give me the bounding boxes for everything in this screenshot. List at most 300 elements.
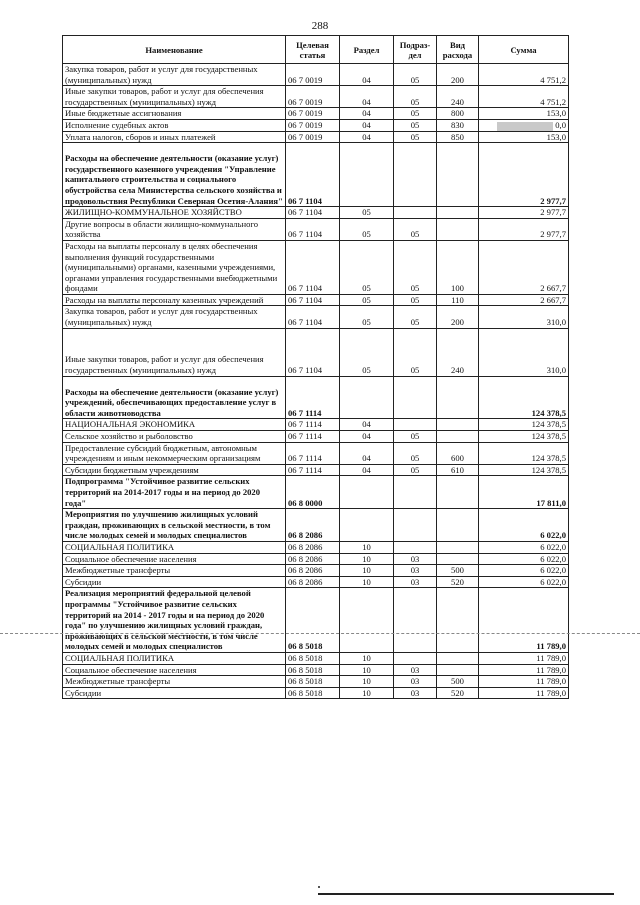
cell-section-text: 04	[362, 74, 371, 85]
table-row	[63, 576, 569, 588]
cell-sum-text: 124 378,5	[531, 407, 566, 418]
cell-name-text: СОЦИАЛЬНАЯ ПОЛИТИКА	[65, 652, 175, 663]
cell-section-text: 05	[362, 365, 371, 376]
cell-subsection-text: 03	[410, 664, 420, 675]
cell-name-text: Реализация мероприятий федеральной целевой программы "Устойчивое развитие сельских территорий на 2014 - 2017 годы и на период до 2020 года" по улучшению жилищных условий граждан, проживающих в сельской местности, в том числе молодых семей и молодых специалистов	[65, 588, 265, 652]
cell-expense-type	[437, 541, 479, 553]
cell-article	[286, 588, 340, 653]
cell-section-text: 10	[362, 687, 371, 698]
cell-section	[340, 442, 394, 464]
cell-article	[286, 306, 340, 328]
table-row	[63, 464, 569, 476]
cell-sum	[479, 509, 569, 542]
cell-article-text: 06 8 5018	[288, 664, 323, 675]
cell-section-text: 05	[362, 317, 371, 328]
cell-name-text: Закупка товаров, работ и услуг для государственных (муниципальных) нужд	[65, 64, 258, 85]
cell-section	[340, 64, 394, 86]
cell-subsection-text: 03	[410, 576, 420, 587]
cell-expense-type-text: 100	[451, 283, 464, 294]
cell-name-text: Субсидии	[65, 687, 102, 698]
table-row	[63, 143, 569, 207]
cell-sum-text: 124 378,5	[531, 419, 566, 430]
table-row	[63, 294, 569, 306]
cell-section	[340, 86, 394, 108]
cell-section	[340, 576, 394, 588]
cell-subsection-text: 05	[410, 317, 420, 328]
cell-subsection	[394, 652, 437, 664]
cell-sum-text: 2 977,7	[540, 229, 566, 240]
cell-section	[340, 588, 394, 653]
cell-name	[63, 419, 286, 431]
cell-sum-text: 6 022,0	[540, 530, 566, 541]
cell-subsection	[394, 143, 437, 207]
cell-subsection	[394, 419, 437, 431]
cell-article-text: 06 8 2086	[288, 565, 323, 576]
cell-article-text: 06 8 2086	[288, 576, 323, 587]
cell-sum	[479, 207, 569, 219]
cell-section-text: 05	[362, 207, 371, 218]
cell-expense-type	[437, 652, 479, 664]
cell-name-text: Социальное обеспечение населения	[65, 664, 197, 675]
cell-expense-type-text: 200	[451, 74, 464, 85]
cell-article	[286, 576, 340, 588]
cell-name	[63, 652, 286, 664]
cell-subsection	[394, 376, 437, 419]
cell-name	[63, 541, 286, 553]
cell-expense-type	[437, 509, 479, 542]
cell-section	[340, 509, 394, 542]
cell-article	[286, 131, 340, 143]
cell-section-text: 04	[362, 131, 371, 142]
cell-name-text: Подпрограмма "Устойчивое развитие сельских территорий на 2014-2017 годы и на период до 2020 года"	[65, 476, 261, 508]
cell-expense-type	[437, 207, 479, 219]
cell-name	[63, 143, 286, 207]
cell-article	[286, 664, 340, 676]
cell-section	[340, 306, 394, 328]
cell-expense-type	[437, 143, 479, 207]
cell-sum-text: 11 789,0	[536, 641, 566, 652]
cell-section	[340, 240, 394, 294]
cell-section	[340, 218, 394, 240]
table-row	[63, 664, 569, 676]
cell-sum	[479, 86, 569, 108]
cell-section	[340, 541, 394, 553]
cell-sum-text: 6 022,0	[540, 565, 566, 576]
cell-subsection	[394, 64, 437, 86]
cell-section	[340, 664, 394, 676]
cell-expense-type	[437, 64, 479, 86]
cell-subsection-text: 03	[410, 553, 420, 564]
table-row	[63, 553, 569, 565]
cell-article	[286, 442, 340, 464]
cell-article	[286, 86, 340, 108]
cell-sum-text: 2 977,7	[540, 195, 566, 206]
cell-name	[63, 687, 286, 699]
cell-article	[286, 476, 340, 509]
cell-section	[340, 464, 394, 476]
table-row	[63, 108, 569, 120]
cell-name-text: Иные закупки товаров, работ и услуг для обеспечения государственных (муниципальных) нужд	[65, 86, 264, 107]
cell-name-text: Расходы на обеспечение деятельности (оказание услуг) государственного казенного учреждения "Управление капитального строительства и социального обустройства села Министерства сельского хозяйства и продовольствия Республики Северная Осетия-Алания"	[65, 153, 283, 206]
redaction-smudge	[497, 122, 553, 131]
cell-section-text: 10	[362, 576, 371, 587]
cell-article-text: 06 7 0019	[288, 96, 323, 107]
cell-sum	[479, 576, 569, 588]
cell-sum-text: 2 977,7	[540, 207, 566, 218]
table-row	[63, 64, 569, 86]
cell-subsection	[394, 442, 437, 464]
cell-article-text: 06 7 1114	[288, 419, 322, 430]
cell-expense-type-text: 500	[451, 565, 464, 576]
table-body	[63, 64, 569, 699]
cell-section-text: 04	[362, 464, 371, 475]
cell-expense-type	[437, 294, 479, 306]
cell-name-text: НАЦИОНАЛЬНАЯ ЭКОНОМИКА	[65, 419, 196, 430]
cell-name	[63, 476, 286, 509]
table-row	[63, 431, 569, 443]
table-row	[63, 86, 569, 108]
cell-subsection	[394, 86, 437, 108]
cell-sum	[479, 328, 569, 376]
table-row	[63, 119, 569, 131]
header-expense-type: Вид расхода	[437, 36, 479, 64]
cell-article-text: 06 8 5018	[288, 687, 323, 698]
cell-subsection	[394, 687, 437, 699]
cell-name	[63, 119, 286, 131]
cell-expense-type-text: 830	[451, 119, 464, 130]
cell-name-text: Межбюджетные трансферты	[65, 565, 171, 576]
cell-subsection	[394, 218, 437, 240]
table-row	[63, 509, 569, 542]
cell-article	[286, 218, 340, 240]
cell-article	[286, 119, 340, 131]
cell-sum	[479, 119, 569, 131]
cell-name	[63, 306, 286, 328]
header-name: Наименование	[63, 36, 286, 64]
cell-subsection-text: 05	[410, 229, 420, 240]
cell-subsection-text: 05	[410, 365, 420, 376]
cell-expense-type	[437, 664, 479, 676]
cell-sum	[479, 376, 569, 419]
cell-article-text: 06 7 1104	[288, 365, 323, 376]
cell-subsection	[394, 588, 437, 653]
cell-name	[63, 86, 286, 108]
cell-section-text: 10	[362, 676, 371, 687]
cell-article	[286, 143, 340, 207]
cell-article-text: 06 7 0019	[288, 74, 323, 85]
cell-sum-text: 2 667,7	[540, 283, 566, 294]
cell-section	[340, 687, 394, 699]
cell-subsection	[394, 509, 437, 542]
cell-section	[340, 431, 394, 443]
cell-subsection-text: 05	[410, 294, 420, 305]
cell-sum-text: 6 022,0	[540, 576, 566, 587]
cell-sum-text: 11 789,0	[536, 676, 566, 687]
cell-expense-type	[437, 86, 479, 108]
cell-subsection	[394, 565, 437, 577]
cell-article	[286, 376, 340, 419]
cell-name	[63, 240, 286, 294]
cell-expense-type-text: 520	[451, 687, 464, 698]
cell-section-text: 10	[362, 541, 371, 552]
cell-article	[286, 207, 340, 219]
table-row	[63, 541, 569, 553]
cell-name	[63, 576, 286, 588]
cell-article-text: 06 7 1114	[288, 453, 322, 464]
header-section: Раздел	[340, 36, 394, 64]
cell-section	[340, 131, 394, 143]
cell-expense-type	[437, 431, 479, 443]
cell-article	[286, 464, 340, 476]
header-article: Целевая статья	[286, 36, 340, 64]
cell-sum	[479, 108, 569, 120]
footer-rule	[318, 893, 614, 895]
table-row	[63, 442, 569, 464]
cell-name-text: Расходы на выплаты персоналу в целях обеспечения выполнения функций государственными (муниципальными) органами, казенными учреждениями, органами управления государственными внебюджетными фондами	[65, 240, 278, 294]
cell-article	[286, 328, 340, 376]
table-header	[63, 36, 569, 64]
cell-expense-type	[437, 553, 479, 565]
cell-name	[63, 376, 286, 419]
cell-name	[63, 664, 286, 676]
cell-expense-type	[437, 588, 479, 653]
cell-article	[286, 565, 340, 577]
cell-expense-type-text: 200	[451, 317, 464, 328]
cell-sum-text: 17 811,0	[536, 497, 566, 508]
cell-name	[63, 565, 286, 577]
page-number: 288	[311, 20, 329, 32]
cell-subsection	[394, 294, 437, 306]
cell-article-text: 06 7 1104	[288, 317, 323, 328]
cell-sum-text: 6 022,0	[540, 541, 566, 552]
cell-sum-text: 153,0	[546, 131, 566, 142]
cell-subsection-text: 05	[410, 96, 420, 107]
cell-section	[340, 294, 394, 306]
cell-sum	[479, 306, 569, 328]
cell-name-text: Расходы на выплаты персоналу казенных учреждений	[65, 294, 264, 305]
cell-expense-type	[437, 687, 479, 699]
cell-subsection	[394, 131, 437, 143]
cell-subsection-text: 05	[410, 283, 420, 294]
cell-section	[340, 476, 394, 509]
cell-article-text: 06 8 2086	[288, 541, 323, 552]
table-row	[63, 419, 569, 431]
table-row	[63, 588, 569, 653]
cell-article-text: 06 7 1104	[288, 283, 323, 294]
cell-article-text: 06 8 5018	[288, 641, 323, 652]
cell-section-text: 05	[362, 294, 371, 305]
cell-section	[340, 565, 394, 577]
cell-expense-type-text: 240	[451, 365, 464, 376]
cell-sum-text: 310,0	[546, 317, 566, 328]
table-row	[63, 676, 569, 688]
cell-article-text: 06 7 0019	[288, 108, 323, 119]
table-row	[63, 652, 569, 664]
cell-section	[340, 652, 394, 664]
cell-subsection-text: 05	[410, 108, 420, 119]
cell-article	[286, 687, 340, 699]
cell-article	[286, 553, 340, 565]
cell-sum-text: 11 789,0	[536, 664, 566, 675]
cell-sum-text: 4 751,2	[540, 74, 566, 85]
cell-subsection	[394, 553, 437, 565]
cell-article	[286, 419, 340, 431]
table-row	[63, 306, 569, 328]
cell-expense-type	[437, 131, 479, 143]
cell-article	[286, 652, 340, 664]
cell-article-text: 06 7 1104	[288, 229, 323, 240]
table-row	[63, 218, 569, 240]
table-row	[63, 376, 569, 419]
cell-article	[286, 294, 340, 306]
cell-name	[63, 553, 286, 565]
cell-article	[286, 509, 340, 542]
cell-section	[340, 376, 394, 419]
cell-sum-text: 11 789,0	[536, 652, 566, 663]
cell-name	[63, 676, 286, 688]
cell-name	[63, 431, 286, 443]
cell-sum	[479, 565, 569, 577]
cell-expense-type	[437, 218, 479, 240]
cell-name-text: Межбюджетные трансферты	[65, 676, 171, 687]
cell-name	[63, 442, 286, 464]
cell-sum-text: 6 022,0	[540, 553, 566, 564]
cell-sum	[479, 419, 569, 431]
cell-name	[63, 464, 286, 476]
cell-section	[340, 328, 394, 376]
cell-subsection	[394, 119, 437, 131]
cell-sum	[479, 652, 569, 664]
cell-name-text: СОЦИАЛЬНАЯ ПОЛИТИКА	[65, 541, 175, 552]
header-subsection: Подраз-дел	[394, 36, 437, 64]
cell-subsection	[394, 664, 437, 676]
header-sum: Сумма	[479, 36, 569, 64]
cell-name-text: Сельское хозяйство и рыболовство	[65, 431, 193, 442]
cell-sum	[479, 664, 569, 676]
table-row	[63, 207, 569, 219]
cell-article-text: 06 7 1104	[288, 294, 323, 305]
cell-expense-type	[437, 476, 479, 509]
cell-name	[63, 131, 286, 143]
cell-sum	[479, 143, 569, 207]
cell-subsection	[394, 108, 437, 120]
cell-section-text: 05	[362, 229, 371, 240]
cell-subsection-text: 05	[410, 464, 420, 475]
cell-expense-type	[437, 676, 479, 688]
cell-section	[340, 553, 394, 565]
cell-subsection	[394, 431, 437, 443]
cell-sum	[479, 687, 569, 699]
cell-sum	[479, 218, 569, 240]
cell-article-text: 06 8 2086	[288, 553, 323, 564]
cell-expense-type-text: 240	[451, 96, 464, 107]
cell-subsection-text: 05	[410, 74, 420, 85]
budget-table	[62, 35, 569, 699]
cell-sum-text: 124 378,5	[531, 464, 566, 475]
table-row	[63, 476, 569, 509]
cell-expense-type	[437, 306, 479, 328]
cell-subsection	[394, 328, 437, 376]
cell-article-text: 06 7 1104	[288, 207, 323, 218]
cell-section	[340, 419, 394, 431]
cell-section	[340, 143, 394, 207]
cell-subsection	[394, 676, 437, 688]
cell-article-text: 06 7 0019	[288, 119, 323, 130]
cell-article	[286, 431, 340, 443]
cell-name-text: Закупка товаров, работ и услуг для государственных (муниципальных) нужд	[65, 306, 258, 328]
cell-section-text: 04	[362, 431, 371, 442]
cell-name	[63, 218, 286, 240]
cell-sum	[479, 294, 569, 306]
cell-subsection-text: 03	[410, 676, 420, 687]
cell-section-text: 10	[362, 565, 371, 576]
cell-sum-text: 153,0	[546, 108, 566, 119]
cell-sum-text: 0,0	[555, 119, 566, 130]
cell-article-text: 06 7 1114	[288, 464, 322, 475]
cell-section-text: 04	[362, 419, 371, 430]
table-row	[63, 565, 569, 577]
cell-expense-type-text: 850	[451, 131, 464, 142]
cell-name-text: Иные бюджетные ассигнования	[65, 108, 182, 119]
cell-article	[286, 64, 340, 86]
cell-expense-type	[437, 576, 479, 588]
cell-expense-type	[437, 240, 479, 294]
cell-subsection-text: 05	[410, 131, 420, 142]
cell-subsection-text: 03	[410, 565, 420, 576]
cell-expense-type-text: 500	[451, 676, 464, 687]
cell-expense-type	[437, 108, 479, 120]
cell-sum	[479, 541, 569, 553]
cell-name	[63, 509, 286, 542]
cell-name	[63, 294, 286, 306]
cell-name	[63, 328, 286, 376]
cell-section-text: 10	[362, 553, 371, 564]
table-row	[63, 687, 569, 699]
table-row	[63, 328, 569, 376]
cell-name-text: Исполнение судебных актов	[65, 119, 169, 130]
cell-name-text: Другие вопросы в области жилищно-коммунального хозяйства	[65, 218, 258, 240]
cell-article	[286, 108, 340, 120]
cell-sum-text: 11 789,0	[536, 687, 566, 698]
cell-expense-type-text: 610	[451, 464, 464, 475]
cell-sum	[479, 131, 569, 143]
cell-sum	[479, 464, 569, 476]
cell-sum	[479, 431, 569, 443]
cell-subsection-text: 03	[410, 687, 420, 698]
cell-sum	[479, 64, 569, 86]
cell-subsection-text: 05	[410, 431, 420, 442]
cell-sum-text: 310,0	[546, 365, 566, 376]
cell-name	[63, 108, 286, 120]
cell-sum	[479, 588, 569, 653]
cell-name-text: Субсидии бюджетным учреждениям	[65, 464, 199, 475]
cell-subsection	[394, 306, 437, 328]
cell-article-text: 06 7 0019	[288, 131, 323, 142]
cell-subsection-text: 05	[410, 119, 420, 130]
dot-mark	[318, 886, 320, 888]
cell-sum-text: 124 378,5	[531, 453, 566, 464]
cell-name-text: Уплата налогов, сборов и иных платежей	[65, 131, 216, 142]
table-row	[63, 240, 569, 294]
cell-section	[340, 207, 394, 219]
cell-subsection	[394, 207, 437, 219]
cell-subsection	[394, 541, 437, 553]
cell-sum-text: 2 667,7	[540, 294, 566, 305]
cell-expense-type	[437, 464, 479, 476]
cell-article	[286, 240, 340, 294]
cell-sum-text: 124 378,5	[531, 431, 566, 442]
cell-article-text: 06 8 5018	[288, 652, 323, 663]
